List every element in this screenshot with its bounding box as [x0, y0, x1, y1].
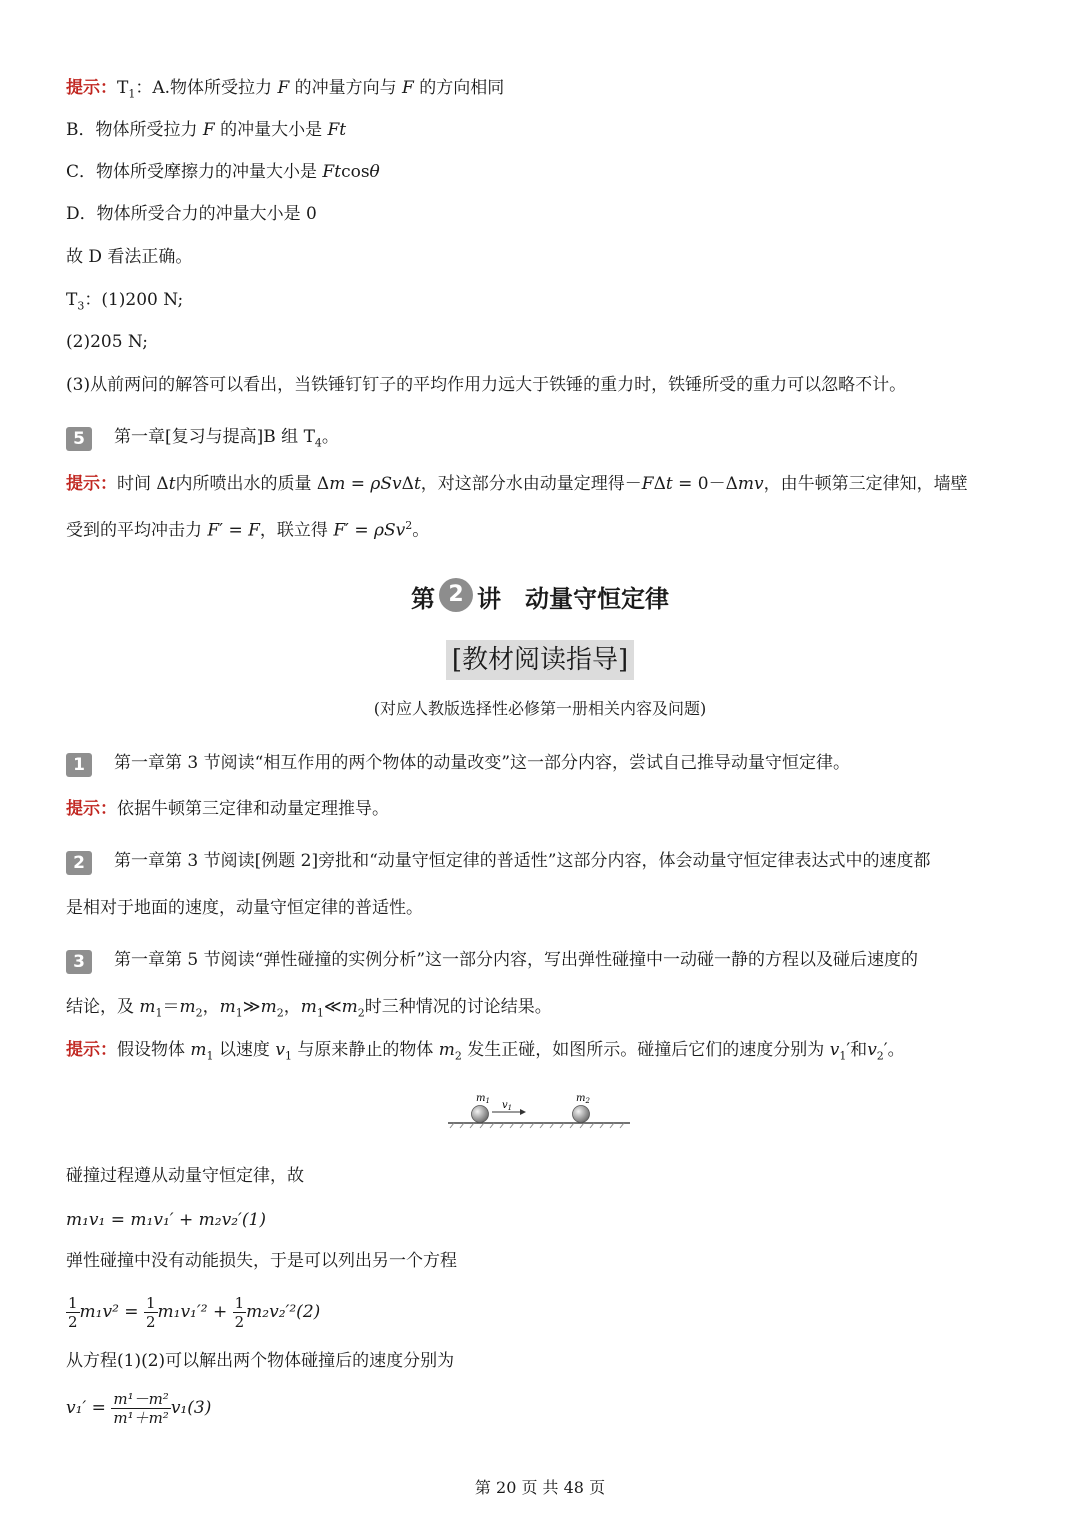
text: 1 [145, 1294, 156, 1312]
text: [教材阅读指导] [446, 640, 634, 680]
line-d: D．物体所受合力的冲量大小是 0 [66, 204, 317, 224]
line-t3 [66, 288, 183, 318]
text: θ [369, 162, 380, 182]
text: m₂v₂′²(2) [246, 1302, 321, 1322]
text: m [190, 1040, 207, 1060]
text: m [476, 1093, 486, 1104]
text: ′。 [883, 1040, 905, 1060]
text: m [341, 997, 358, 1017]
text: F [248, 520, 260, 541]
text: t [413, 474, 421, 494]
derivation-p3: 从方程(1)(2)可以解出两个物体碰撞后的速度分别为 [66, 1351, 455, 1371]
text: v [829, 1040, 840, 1060]
text: ＝ [162, 997, 180, 1017]
item-3-cont [66, 995, 552, 1025]
text: m¹－m² [113, 1390, 169, 1408]
fraction [144, 1294, 158, 1331]
text: B．物体所受拉力 [66, 120, 198, 140]
page-footer: 第 20 页 共 48 页 [474, 1478, 606, 1497]
text: m [576, 1093, 586, 1104]
text: cos [341, 162, 370, 182]
item-badge: 2 [66, 851, 92, 875]
text: T [66, 290, 78, 310]
text: 时三种情况的讨论结果。 [364, 997, 552, 1017]
text: 发生正碰，如图所示。碰撞后它们的速度分别为 [467, 1040, 825, 1060]
equation-2 [66, 1290, 320, 1334]
text: 1 [284, 1049, 292, 1063]
text: 1 [235, 1006, 243, 1020]
text: m¹＋m² [113, 1409, 169, 1427]
text: 1 [839, 1049, 847, 1063]
item-2 [66, 849, 931, 875]
text: 讲 动量守恒定律 [477, 585, 669, 613]
item-1 [66, 751, 850, 777]
text: m₁v² [79, 1302, 119, 1322]
text: 4 [314, 436, 322, 450]
text: 2 [357, 1006, 365, 1020]
collision-figure [446, 1090, 632, 1130]
text: 1 [68, 1294, 78, 1312]
text: 2 [876, 1049, 884, 1063]
text: F [641, 474, 654, 494]
text: ρSv [370, 474, 402, 494]
text: F [202, 120, 215, 140]
text: mv [737, 474, 764, 494]
derivation-p2: 弹性碰撞中没有动能损失，于是可以列出另一个方程 [66, 1251, 457, 1271]
text: 1 [507, 1104, 513, 1112]
text: 以速度 [218, 1040, 270, 1060]
text: 与原来静止的物体 [297, 1040, 434, 1060]
text: = 0－Δ [672, 474, 738, 494]
text: 2 [195, 1006, 203, 1020]
line-c [66, 160, 380, 184]
text: 2 [234, 1313, 245, 1331]
line-t3-2: (2)205 N; [66, 332, 148, 352]
text: 第 [411, 585, 435, 613]
text: F [333, 520, 346, 541]
text: ρSv [374, 520, 406, 541]
fraction [233, 1294, 247, 1331]
text: 第一章第 3 节阅读“相互作用的两个物体的动量改变”这一部分内容，尝试自己推导动量守恒定律。 [114, 753, 851, 773]
text: ， [283, 997, 301, 1017]
ball-m1 [472, 1106, 489, 1123]
line-b [66, 118, 346, 142]
text: 假设物体 [117, 1040, 185, 1060]
text: 3 [77, 299, 85, 313]
line-t3-3: (3)从前两问的解答可以看出，当铁锤钉钉子的平均作用力远大于铁锤的重力时，铁锤所受的重力可以忽略不计。 [66, 375, 907, 395]
text: 的方向相同 [419, 78, 505, 98]
hint-label: 提示： [66, 474, 117, 494]
section-title [0, 640, 1080, 680]
equation-3 [66, 1386, 211, 1430]
text: ′ = [219, 520, 249, 541]
text: 2 [405, 519, 413, 532]
text: 2 [454, 1049, 462, 1063]
text: + [207, 1302, 233, 1322]
label-m2 [576, 1093, 590, 1105]
equation-1: m₁v₁ = m₁v₁′ + m₂v₂′(1) [66, 1210, 266, 1230]
text: m [260, 997, 277, 1017]
item-5-hint-cont [66, 514, 429, 543]
text: F [207, 520, 220, 541]
text: v [275, 1040, 285, 1060]
text: ，联立得 [259, 520, 328, 541]
text: m [139, 997, 156, 1017]
text: v [867, 1040, 877, 1060]
derivation-p1: 碰撞过程遵从动量守恒定律，故 [66, 1166, 304, 1186]
line-conclusion: 故 D 看法正确。 [66, 247, 193, 267]
hint-label: 提示： [66, 78, 117, 98]
text: 2 [276, 1006, 284, 1020]
item-5 [66, 425, 339, 455]
ground-line [448, 1123, 630, 1128]
hint-label: 提示： [66, 1040, 117, 1060]
item-badge: 5 [66, 427, 92, 451]
text: m [219, 997, 236, 1017]
text: ，对这部分水由动量定理得－ [420, 474, 642, 494]
text: F [402, 78, 414, 98]
text: 内所喷出水的质量 Δ [175, 474, 330, 494]
text: Δ [401, 474, 414, 494]
text: F [277, 78, 290, 98]
fraction [66, 1294, 80, 1331]
text: ≫ [242, 997, 261, 1017]
text: 2 [585, 1097, 590, 1105]
hint-label: 提示： [66, 799, 117, 819]
text: 。 [412, 520, 430, 541]
text: 1 [128, 87, 136, 101]
text: ， [202, 997, 220, 1017]
text: v₁(3) [170, 1398, 212, 1418]
text: 第一章第 5 节阅读“弹性碰撞的实例分析”这一部分内容，写出弹性碰撞中一动碰一静的方程以及碰后速度的 [114, 950, 919, 970]
text: t [665, 474, 673, 494]
text: m [300, 997, 317, 1017]
item-5-hint [66, 472, 968, 496]
text: 第一章第 3 节阅读[例题 2]旁批和“动量守恒定律的普适性”这部分内容，体会动量守恒定律表达式中的速度都 [114, 851, 931, 871]
text: 的冲量方向与 [294, 78, 397, 98]
text: 第一章[复习与提高]B 组 T [114, 427, 315, 447]
text: C．物体所受摩擦力的冲量大小是 [66, 162, 318, 182]
text: 依据牛顿第三定律和动量定理推导。 [117, 799, 389, 819]
text: 1 [485, 1097, 490, 1105]
text: Ft [322, 162, 342, 182]
text: ，由牛顿第三定律知，墙壁 [763, 474, 968, 494]
text: 结论，及 [66, 997, 134, 1017]
text: = [345, 474, 371, 494]
text: 1 [316, 1006, 324, 1020]
text: Δ [653, 474, 666, 494]
ball-m2 [573, 1106, 590, 1123]
item-1-hint [66, 797, 389, 821]
text: Ft [327, 120, 347, 140]
text: 受到的平均冲击力 [66, 520, 202, 541]
hint-line-t1 [66, 76, 504, 106]
text: m [179, 997, 196, 1017]
lecture-heading [0, 578, 1080, 614]
text: 2 [68, 1313, 78, 1331]
text: 1 [155, 1006, 163, 1020]
text: ′和 [846, 1040, 868, 1060]
item-badge: 3 [66, 950, 92, 974]
text: ≪ [323, 997, 342, 1017]
fraction [111, 1390, 170, 1427]
text: T [117, 78, 129, 98]
text: = [118, 1302, 144, 1322]
label-m1 [476, 1093, 490, 1105]
item-badge: 1 [66, 753, 92, 777]
item-2-cont: 是相对于地面的速度，动量守恒定律的普适性。 [66, 898, 423, 918]
text: t [168, 474, 176, 494]
arrow-head [520, 1109, 526, 1115]
text: 1 [206, 1049, 214, 1063]
text: v [502, 1100, 508, 1111]
text: m₁v₁′² [157, 1302, 208, 1322]
item-3-hint [66, 1038, 905, 1068]
text: 2 [145, 1313, 156, 1331]
text: 的冲量大小是 [220, 120, 323, 140]
text: ：(1)200 N; [84, 290, 184, 310]
text: ：A.物体所受拉力 [135, 78, 273, 98]
text: 1 [234, 1294, 245, 1312]
item-3 [66, 948, 918, 974]
text: m [438, 1040, 455, 1060]
lecture-number: 2 [439, 578, 473, 612]
text: 时间 Δ [117, 474, 169, 494]
text: ′ = [345, 520, 375, 541]
text: m [329, 474, 346, 494]
text: v₁′ = [66, 1398, 112, 1418]
label-v1 [502, 1100, 512, 1112]
section-subtitle: (对应人教版选择性必修第一册相关内容及问题) [373, 699, 707, 718]
text: 。 [321, 427, 339, 447]
